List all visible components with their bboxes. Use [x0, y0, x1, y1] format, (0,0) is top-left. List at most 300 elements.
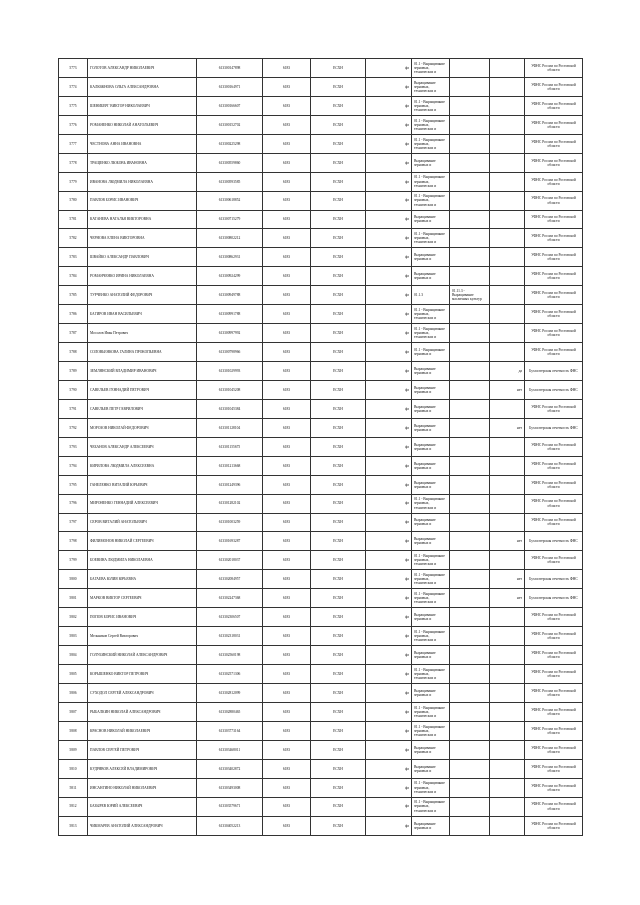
row-number: 5807 — [59, 702, 88, 721]
additional-activity — [450, 816, 490, 836]
mark-value — [490, 437, 525, 456]
table-row — [59, 456, 583, 475]
taxpayer-type: фл — [366, 418, 412, 437]
additional-activity — [450, 153, 490, 172]
additional-activity — [450, 324, 490, 343]
inn-value: 613300225298 — [197, 134, 263, 153]
mark-value: нет — [490, 570, 525, 589]
tax-office-code: 6183 — [263, 778, 311, 797]
tax-regime: ЕСХН — [311, 475, 366, 494]
taxpayer-name: ПАВЛОВ БОРИС ИВАНОВИЧ — [88, 191, 197, 210]
tax-regime: ЕСХН — [311, 759, 366, 778]
mark-value — [490, 721, 525, 740]
okved-activity: Выращивание зерновых и — [412, 646, 450, 665]
row-number: 5795 — [59, 475, 88, 494]
inn-value: 613301693287 — [197, 532, 263, 551]
table-row — [59, 267, 583, 286]
source-authority: УФНС России по Ростовской области — [525, 134, 583, 153]
row-number: 5783 — [59, 248, 88, 267]
table-row — [59, 77, 583, 96]
table-row — [59, 646, 583, 665]
source-authority: УФНС России по Ростовской области — [525, 608, 583, 627]
row-number: 5803 — [59, 627, 88, 646]
tax-regime: ЕСХН — [311, 362, 366, 381]
row-number: 5798 — [59, 532, 88, 551]
inn-value: 613302306507 — [197, 608, 263, 627]
taxpayer-name: КАЛЮЖНОВА ОЛЬГА АЛЕКСАНДРОВНА — [88, 77, 197, 96]
source-authority: УФНС России по Ростовской области — [525, 683, 583, 702]
taxpayer-name: МИРОНЕНКО ГЕННАДИЙ АЛЕКСЕЕВИЧ — [88, 494, 197, 513]
tax-office-code: 6183 — [263, 96, 311, 115]
source-authority: УФНС России по Ростовской области — [525, 816, 583, 836]
row-number: 5800 — [59, 570, 88, 589]
source-authority: Бухгалтерская отчетность ФНС — [525, 589, 583, 608]
row-number: 5785 — [59, 286, 88, 305]
source-authority: УФНС России по Ростовской области — [525, 721, 583, 740]
taxpayer-name: ЧЕСТНОВА АННА ИВАНОВНА — [88, 134, 197, 153]
taxpayer-name: САВЕЛЬЕВ ГЕННАДИЙ ПЕТРОВИЧ — [88, 380, 197, 399]
inn-value: 613301045384 — [197, 399, 263, 418]
row-number: 5804 — [59, 646, 88, 665]
row-number: 5780 — [59, 191, 88, 210]
taxpayer-name: КАТАНЕВА НАТАЛЬЯ ВИКТОРОВНА — [88, 210, 197, 229]
taxpayer-type: фл — [366, 778, 412, 797]
okved-activity: Выращивание зерновых и — [412, 380, 450, 399]
row-number: 5781 — [59, 210, 88, 229]
tax-office-code: 6183 — [263, 134, 311, 153]
tax-office-code: 6183 — [263, 570, 311, 589]
row-number: 5808 — [59, 721, 88, 740]
inn-value: 613300618852 — [197, 191, 263, 210]
table-row — [59, 343, 583, 362]
taxpayer-type: фл — [366, 172, 412, 191]
tax-regime: ЕСХН — [311, 59, 366, 78]
mark-value — [490, 399, 525, 418]
inn-value: 613300991788 — [197, 305, 263, 324]
additional-activity — [450, 399, 490, 418]
tax-regime: ЕСХН — [311, 532, 366, 551]
source-authority: УФНС России по Ростовской области — [525, 286, 583, 305]
tax-office-code: 6183 — [263, 646, 311, 665]
source-authority: УФНС России по Ростовской области — [525, 437, 583, 456]
additional-activity — [450, 305, 490, 324]
row-number: 5797 — [59, 513, 88, 532]
tax-regime: ЕСХН — [311, 248, 366, 267]
inn-value: 613300164971 — [197, 77, 263, 96]
tax-regime: ЕСХН — [311, 286, 366, 305]
additional-activity — [450, 380, 490, 399]
inn-value: 613302560198 — [197, 646, 263, 665]
mark-value — [490, 778, 525, 797]
taxpayer-name: ПОПОВ БОРИС ИВАНОВИЧ — [88, 608, 197, 627]
mark-value: нет — [490, 589, 525, 608]
source-authority: УФНС России по Ростовской области — [525, 305, 583, 324]
inn-value: 613300152702 — [197, 115, 263, 134]
mark-value — [490, 797, 525, 816]
table-row — [59, 286, 583, 305]
inn-value: 613300798966 — [197, 343, 263, 362]
tax-regime: ЕСХН — [311, 437, 366, 456]
okved-activity: 01.1 - Выращивание зерновых, технических и — [412, 305, 450, 324]
tax-office-code: 6183 — [263, 797, 311, 816]
table-row — [59, 589, 583, 608]
tax-regime: ЕСХН — [311, 172, 366, 191]
additional-activity — [450, 229, 490, 248]
source-authority: Бухгалтерская отчетность ФНС — [525, 362, 583, 381]
row-number: 5794 — [59, 456, 88, 475]
tax-office-code: 6183 — [263, 683, 311, 702]
okved-activity: Выращивание зерновых и — [412, 362, 450, 381]
okved-activity: 01.1.3 — [412, 286, 450, 305]
mark-value — [490, 494, 525, 513]
row-number: 5792 — [59, 418, 88, 437]
source-authority: УФНС России по Ростовской области — [525, 96, 583, 115]
okved-activity: Выращивание зерновых и — [412, 456, 450, 475]
row-number: 5793 — [59, 437, 88, 456]
tax-regime: ЕСХН — [311, 96, 366, 115]
additional-activity — [450, 59, 490, 78]
tax-regime: ЕСХН — [311, 494, 366, 513]
additional-activity — [450, 608, 490, 627]
additional-activity — [450, 532, 490, 551]
row-number: 5788 — [59, 343, 88, 362]
row-number: 5786 — [59, 305, 88, 324]
tax-regime: ЕСХН — [311, 153, 366, 172]
additional-activity — [450, 343, 490, 362]
tax-office-code: 6183 — [263, 702, 311, 721]
tax-office-code: 6183 — [263, 399, 311, 418]
additional-activity — [450, 248, 490, 267]
inn-value: 613304052213 — [197, 816, 263, 836]
taxpayer-name: ТУРЧЕНКО АНАТОЛИЙ ФЕДОРОВИЧ — [88, 286, 197, 305]
inn-value: 613302247368 — [197, 589, 263, 608]
okved-activity: 01.1 - Выращивание зерновых, технических и — [412, 191, 450, 210]
inn-value: 613300924299 — [197, 267, 263, 286]
table-row — [59, 210, 583, 229]
okved-activity: Выращивание зерновых и — [412, 248, 450, 267]
tax-regime: ЕСХН — [311, 456, 366, 475]
tax-regime: ЕСХН — [311, 683, 366, 702]
mark-value — [490, 134, 525, 153]
taxpayer-type: фл — [366, 683, 412, 702]
inn-value: 613303579671 — [197, 797, 263, 816]
source-authority: УФНС России по Ростовской области — [525, 646, 583, 665]
taxpayer-type: фл — [366, 816, 412, 836]
okved-activity: 01.1 - Выращивание зерновых, технических и — [412, 778, 450, 797]
taxpayer-type: фл — [366, 59, 412, 78]
mark-value — [490, 210, 525, 229]
table-row — [59, 305, 583, 324]
table-row — [59, 627, 583, 646]
mark-value — [490, 646, 525, 665]
taxpayer-type: фл — [366, 210, 412, 229]
taxpayer-name: КРАСНОВ НИКОЛАЙ НИКОЛАЕВИЧ — [88, 721, 197, 740]
okved-activity: Выращивание зерновых и — [412, 418, 450, 437]
tax-office-code: 6183 — [263, 248, 311, 267]
row-number: 5805 — [59, 665, 88, 684]
table-row — [59, 324, 583, 343]
row-number: 5773 — [59, 59, 88, 78]
taxpayer-type: фл — [366, 759, 412, 778]
additional-activity — [450, 191, 490, 210]
okved-activity: 01.1 - Выращивание зерновых, технических и — [412, 702, 450, 721]
okved-activity: 01.1 - Выращивание зерновых, технических и — [412, 229, 450, 248]
row-number: 5776 — [59, 115, 88, 134]
additional-activity — [450, 797, 490, 816]
mark-value — [490, 96, 525, 115]
taxpayer-type: фл — [366, 494, 412, 513]
tax-regime: ЕСХН — [311, 210, 366, 229]
tax-regime: ЕСХН — [311, 343, 366, 362]
additional-activity — [450, 134, 490, 153]
tax-office-code: 6183 — [263, 456, 311, 475]
tax-regime: ЕСХН — [311, 134, 366, 153]
taxpayer-name: ЧИКМАРЕВ АНАТОЛИЙ АЛЕКСАНДРОВИЧ — [88, 816, 197, 836]
okved-activity: 01.1 - Выращивание зерновых, технических и — [412, 551, 450, 570]
tax-regime: ЕСХН — [311, 778, 366, 797]
taxpayer-type: фл — [366, 96, 412, 115]
table-row — [59, 816, 583, 836]
taxpayer-name: РОМАНЕНКО НИКОЛАЙ АНАТОЛЬЕВИЧ — [88, 115, 197, 134]
taxpayer-type: фл — [366, 532, 412, 551]
inn-value: 613303468011 — [197, 740, 263, 759]
tax-regime: ЕСХН — [311, 797, 366, 816]
additional-activity — [450, 627, 490, 646]
inn-value: 613301249396 — [197, 475, 263, 494]
tax-regime: ЕСХН — [311, 267, 366, 286]
mark-value — [490, 513, 525, 532]
tax-regime: ЕСХН — [311, 646, 366, 665]
row-number: 5784 — [59, 267, 88, 286]
additional-activity — [450, 740, 490, 759]
registry-table — [58, 58, 583, 836]
additional-activity — [450, 172, 490, 191]
row-number: 5787 — [59, 324, 88, 343]
okved-activity: 01.1 - Выращивание зерновых, технических и — [412, 721, 450, 740]
additional-activity — [450, 551, 490, 570]
tax-office-code: 6183 — [263, 191, 311, 210]
taxpayer-type: фл — [366, 191, 412, 210]
inn-value: 613300147898 — [197, 59, 263, 78]
tax-regime: ЕСХН — [311, 570, 366, 589]
okved-activity: 01.1 - Выращивание зерновых, технических и — [412, 59, 450, 78]
tax-regime: ЕСХН — [311, 418, 366, 437]
taxpayer-type: фл — [366, 797, 412, 816]
source-authority: УФНС России по Ростовской области — [525, 210, 583, 229]
table-row — [59, 399, 583, 418]
table-row — [59, 437, 583, 456]
tax-regime: ЕСХН — [311, 191, 366, 210]
additional-activity — [450, 759, 490, 778]
inn-value: 613301128104 — [197, 418, 263, 437]
table-row — [59, 551, 583, 570]
additional-activity — [450, 418, 490, 437]
taxpayer-name: КИРИЛОВА ЛЮДМИЛА АЛЕКСЕЕВНА — [88, 456, 197, 475]
table-row — [59, 532, 583, 551]
tax-regime: ЕСХН — [311, 721, 366, 740]
row-number: 5775 — [59, 96, 88, 115]
inn-value: 613303402872 — [197, 759, 263, 778]
taxpayer-name: ШВАЙКО АЛЕКСАНДР ПАВЛОВИЧ — [88, 248, 197, 267]
taxpayer-type: фл — [366, 702, 412, 721]
source-authority: УФНС России по Ростовской области — [525, 456, 583, 475]
tax-office-code: 6183 — [263, 115, 311, 134]
mark-value: да — [490, 362, 525, 381]
taxpayer-type: фл — [366, 475, 412, 494]
source-authority: УФНС России по Ростовской области — [525, 494, 583, 513]
mark-value: нет — [490, 380, 525, 399]
tax-regime: ЕСХН — [311, 589, 366, 608]
taxpayer-type: фл — [366, 380, 412, 399]
taxpayer-name: РОМАНЧЕНКО ИРИНА НИКОЛАЕВНА — [88, 267, 197, 286]
inn-value: 613302571306 — [197, 665, 263, 684]
taxpayer-name: Мельников Сергей Викторович — [88, 627, 197, 646]
tax-office-code: 6183 — [263, 343, 311, 362]
tax-office-code: 6183 — [263, 418, 311, 437]
taxpayer-name: БАЗЫРЕВ ЮРИЙ АЛЕКСЕЕВИЧ — [88, 797, 197, 816]
table-row — [59, 721, 583, 740]
source-authority: УФНС России по Ростовской области — [525, 324, 583, 343]
source-authority: УФНС России по Ростовской области — [525, 343, 583, 362]
taxpayer-name: ЧЕРНОВА ЕЛЕНА ВИКТОРОВНА — [88, 229, 197, 248]
taxpayer-type: фл — [366, 267, 412, 286]
registry-rows — [59, 59, 583, 836]
table-row — [59, 172, 583, 191]
okved-activity: 01.1 - Выращивание зерновых, технических и — [412, 96, 450, 115]
tax-office-code: 6183 — [263, 172, 311, 191]
okved-activity: Выращивание зерновых и — [412, 683, 450, 702]
mark-value — [490, 229, 525, 248]
mark-value — [490, 608, 525, 627]
row-number: 5774 — [59, 77, 88, 96]
inn-value: 613300559860 — [197, 153, 263, 172]
inn-value: 613301155675 — [197, 437, 263, 456]
taxpayer-name: ИНСАНГИНО НИКОЛАЙ НИКОЛАЕВИЧ — [88, 778, 197, 797]
okved-activity: 01.1 - Выращивание зерновых, технических и — [412, 324, 450, 343]
table-row — [59, 248, 583, 267]
taxpayer-type: фл — [366, 608, 412, 627]
tax-office-code: 6183 — [263, 740, 311, 759]
okved-activity: Выращивание зерновых и — [412, 608, 450, 627]
taxpayer-type: фл — [366, 324, 412, 343]
additional-activity — [450, 437, 490, 456]
source-authority: УФНС России по Ростовской области — [525, 191, 583, 210]
taxpayer-name: САВЕЛЬЕВ ПЕТР ГАВРИЛОВИЧ — [88, 399, 197, 418]
tax-office-code: 6183 — [263, 153, 311, 172]
inn-value: 613302318031 — [197, 627, 263, 646]
taxpayer-name: БАГИРОВ ИВАН ВАСИЛЬЕВИЧ — [88, 305, 197, 324]
mark-value — [490, 475, 525, 494]
tax-office-code: 6183 — [263, 627, 311, 646]
tax-regime: ЕСХН — [311, 702, 366, 721]
mark-value — [490, 683, 525, 702]
tax-regime: ЕСХН — [311, 380, 366, 399]
row-number: 5812 — [59, 797, 88, 816]
mark-value — [490, 305, 525, 324]
mark-value — [490, 248, 525, 267]
inn-value: 613302084957 — [197, 570, 263, 589]
okved-activity: Выращивание зерновых и — [412, 210, 450, 229]
row-number: 5810 — [59, 759, 88, 778]
tax-office-code: 6183 — [263, 608, 311, 627]
table-row — [59, 96, 583, 115]
mark-value — [490, 286, 525, 305]
row-number: 5789 — [59, 362, 88, 381]
taxpayer-name: Мосолов Иван Петрович — [88, 324, 197, 343]
additional-activity — [450, 702, 490, 721]
taxpayer-name: КУДРЯВОВ АЛЕКСЕЙ ВЛАДИМИРОВИЧ — [88, 759, 197, 778]
row-number: 5811 — [59, 778, 88, 797]
taxpayer-type: фл — [366, 343, 412, 362]
table-row — [59, 665, 583, 684]
taxpayer-type: фл — [366, 437, 412, 456]
taxpayer-name: ШЕНИБЕРГ ВИКТОР НИКОЛАЕВИЧ — [88, 96, 197, 115]
taxpayer-name: ГОЛОТОВ АЛЕКСАНДР НИКОЛАЕВИЧ — [88, 59, 197, 78]
source-authority: УФНС России по Ростовской области — [525, 702, 583, 721]
additional-activity — [450, 362, 490, 381]
inn-value: 613300715279 — [197, 210, 263, 229]
taxpayer-name: ФИЛИМОНОВ НИКОЛАЙ СЕРГЕЕВИЧ — [88, 532, 197, 551]
okved-activity: Выращивание зерновых и — [412, 153, 450, 172]
okved-activity: Выращивание зерновых и — [412, 740, 450, 759]
mark-value — [490, 816, 525, 836]
row-number: 5791 — [59, 399, 88, 418]
inn-value: 613300166607 — [197, 96, 263, 115]
table-row — [59, 740, 583, 759]
additional-activity — [450, 589, 490, 608]
row-number: 5779 — [59, 172, 88, 191]
additional-activity — [450, 570, 490, 589]
taxpayer-type: фл — [366, 646, 412, 665]
taxpayer-type: фл — [366, 248, 412, 267]
table-row — [59, 797, 583, 816]
taxpayer-name: КОРЫШЕНКО ВИКТОР ПЕТРОВИЧ — [88, 665, 197, 684]
taxpayer-name: ИВАНОВА ЛЮДМИЛА НИКОЛАЕВНА — [88, 172, 197, 191]
source-authority: УФНС России по Ростовской области — [525, 740, 583, 759]
mark-value — [490, 702, 525, 721]
additional-activity — [450, 778, 490, 797]
taxpayer-name: МОРОЗОВ НИКОЛАЙ ФЕДОРОВИЧ — [88, 418, 197, 437]
mark-value — [490, 759, 525, 778]
taxpayer-type: фл — [366, 305, 412, 324]
tax-regime: ЕСХН — [311, 324, 366, 343]
taxpayer-name: СЕРОВ ВИТАЛИЙ АНАТОЛЬЕВИЧ — [88, 513, 197, 532]
okved-activity: 01.1 - Выращивание зерновых и — [412, 343, 450, 362]
mark-value — [490, 324, 525, 343]
source-authority: УФНС России по Ростовской области — [525, 115, 583, 134]
tax-office-code: 6183 — [263, 665, 311, 684]
taxpayer-type: фл — [366, 286, 412, 305]
table-row — [59, 778, 583, 797]
source-authority: УФНС России по Ростовской области — [525, 475, 583, 494]
additional-activity — [450, 210, 490, 229]
source-authority: УФНС России по Ростовской области — [525, 153, 583, 172]
row-number: 5813 — [59, 816, 88, 836]
tax-regime: ЕСХН — [311, 608, 366, 627]
tax-office-code: 6183 — [263, 437, 311, 456]
tax-office-code: 6183 — [263, 286, 311, 305]
taxpayer-type: фл — [366, 627, 412, 646]
source-authority: УФНС России по Ростовской области — [525, 248, 583, 267]
taxpayer-name: МАРКОВ ВИКТОР СЕРГЕЕВИЧ — [88, 589, 197, 608]
row-number: 5796 — [59, 494, 88, 513]
okved-activity: 01.1 - Выращивание зерновых, технических и — [412, 134, 450, 153]
taxpayer-type: фл — [366, 456, 412, 475]
okved-activity: 01.1 - Выращивание зерновых, технических и — [412, 494, 450, 513]
tax-regime: ЕСХН — [311, 551, 366, 570]
additional-activity — [450, 267, 490, 286]
row-number: 5806 — [59, 683, 88, 702]
